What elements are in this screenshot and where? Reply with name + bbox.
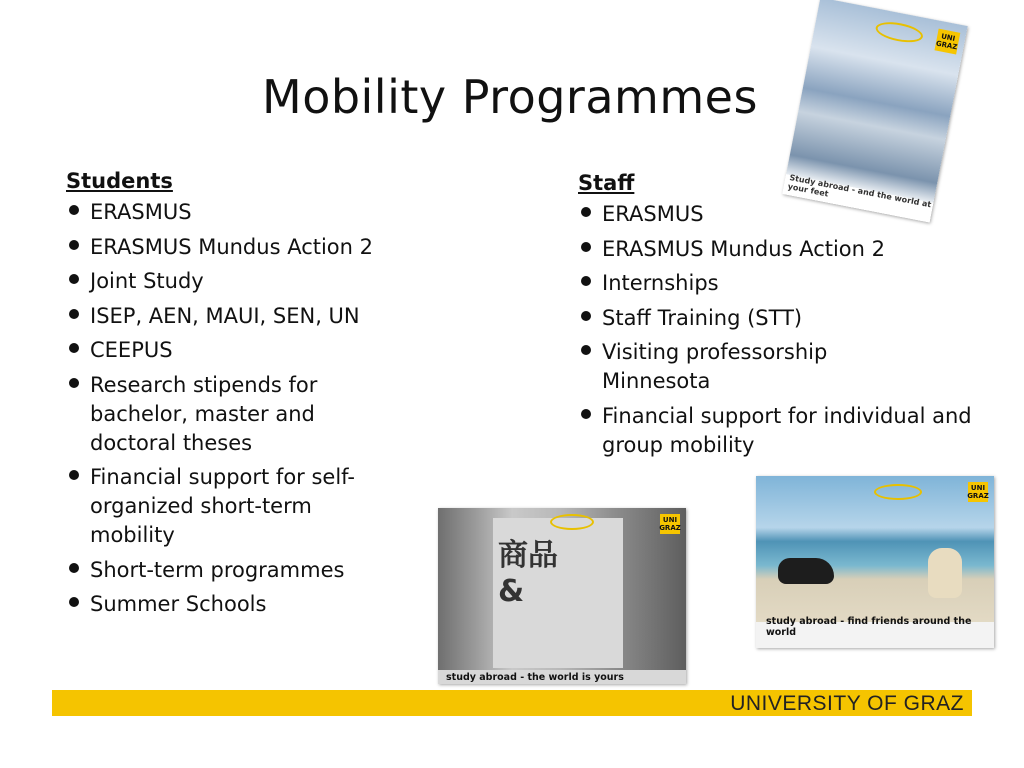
swirl-logo-icon bbox=[874, 484, 922, 500]
staff-list bbox=[578, 200, 998, 460]
list-item: Research stipends for bachelor, master and doctoral theses bbox=[66, 371, 380, 458]
poster-city-image bbox=[438, 508, 686, 684]
black-dog-icon bbox=[778, 558, 834, 584]
list-item: Financial support for individual and group mobility bbox=[578, 402, 982, 460]
list-item: ERASMUS bbox=[66, 198, 436, 227]
list-item: Short-term programmes bbox=[66, 556, 436, 585]
list-item: ERASMUS Mundus Action 2 bbox=[66, 233, 436, 262]
list-item: ERASMUS bbox=[578, 200, 998, 229]
list-item: ERASMUS Mundus Action 2 bbox=[578, 235, 998, 264]
students-column bbox=[66, 164, 436, 625]
list-item: ISEP, AEN, MAUI, SEN, UN bbox=[66, 302, 436, 331]
staff-heading: Staff bbox=[578, 171, 635, 195]
list-item: Joint Study bbox=[66, 267, 436, 296]
poster-city-sign-icon: 商品 & bbox=[498, 538, 558, 609]
list-item: Visiting professorship Minnesota bbox=[578, 338, 882, 396]
list-item: Financial support for self-organized short-term mobility bbox=[66, 463, 390, 550]
staff-column bbox=[578, 166, 998, 465]
uni-logo: UNI GRAZ bbox=[934, 29, 960, 55]
swirl-logo-icon bbox=[874, 19, 925, 46]
list-item: Internships bbox=[578, 269, 998, 298]
white-dog-icon bbox=[928, 548, 962, 598]
swirl-logo-icon bbox=[550, 514, 594, 530]
students-list bbox=[66, 198, 436, 619]
footer-bar bbox=[52, 690, 972, 716]
poster-city-caption: study abroad - the world is yours bbox=[446, 672, 624, 683]
students-heading: Students bbox=[66, 169, 173, 193]
poster-beach-image bbox=[756, 476, 994, 648]
list-item: Staff Training (STT) bbox=[578, 304, 998, 333]
uni-logo: UNI GRAZ bbox=[659, 516, 681, 532]
poster-beach-caption: study abroad - find friends around the world bbox=[766, 616, 972, 638]
uni-logo: UNI GRAZ bbox=[967, 484, 989, 500]
university-wordmark: UNIVERSITY OF GRAZ bbox=[730, 692, 964, 715]
list-item: Summer Schools bbox=[66, 590, 436, 619]
slide-title: Mobility Programmes bbox=[262, 70, 758, 124]
list-item: CEEPUS bbox=[66, 336, 436, 365]
poster-sky-caption: Study abroad - and the world at your feet bbox=[786, 173, 933, 210]
